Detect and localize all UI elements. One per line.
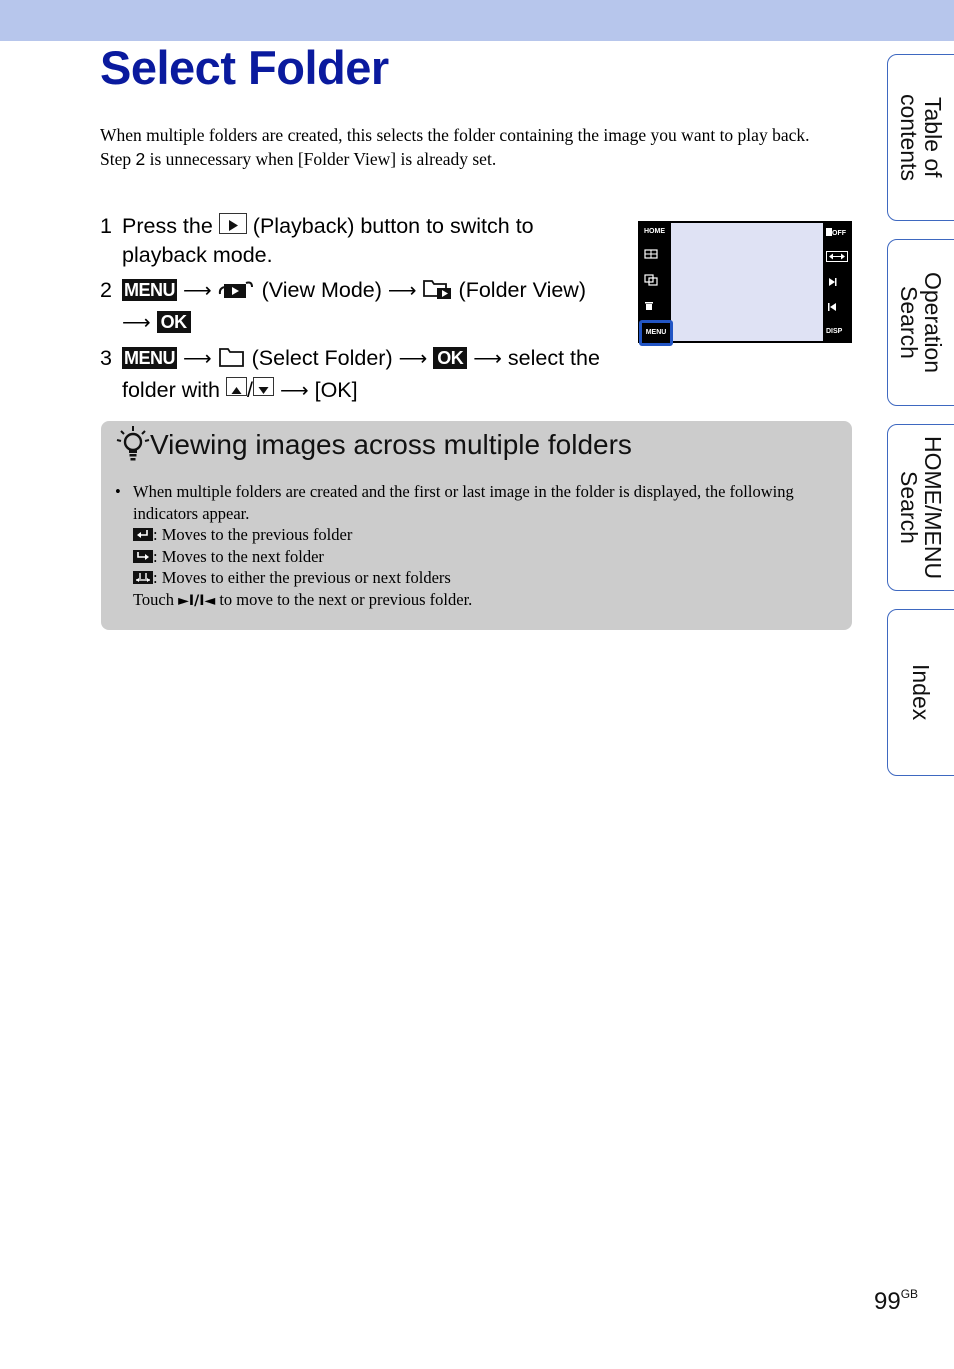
display-off-label <box>826 228 846 237</box>
folder-switch-icon <box>826 251 848 264</box>
arrow-icon: ⟶ <box>473 348 502 370</box>
tab-label: HOME/MENU Search <box>896 435 946 580</box>
steps-list <box>100 212 620 412</box>
tab-label: Index <box>908 664 934 721</box>
arrow-icon: ⟶ <box>122 312 151 334</box>
camera-screen-illustration <box>638 221 852 343</box>
page-number-suffix: GB <box>900 1287 919 1301</box>
step-1-pre: Press the <box>122 214 213 238</box>
step-3 <box>100 344 620 406</box>
either-folder-text: : Moves to either the previous or next folders <box>153 568 451 588</box>
either-folder-icon <box>133 571 153 584</box>
lightbulb-icon <box>115 425 151 470</box>
previous-icon <box>826 302 838 314</box>
tab-home-menu-search[interactable] <box>887 424 954 591</box>
next-folder-text: : Moves to the next folder <box>153 546 324 566</box>
folder-view-label: (Folder View) <box>458 278 586 302</box>
step-1-post: (Playback) button to switch to playback mode. <box>122 214 534 267</box>
down-arrow-icon <box>253 377 274 396</box>
intro-line-2 <box>100 148 852 172</box>
intro-line-2-pre: Step <box>100 148 136 169</box>
delete-icon <box>644 301 654 313</box>
grid-icon <box>644 249 658 261</box>
select-folder-icon <box>218 346 246 376</box>
home-label: HOME <box>644 228 665 235</box>
arrow-icon: ⟶ <box>279 380 309 402</box>
hint-title: Viewing images across multiple folders <box>150 429 632 460</box>
touch-pre: Touch <box>133 589 175 609</box>
hint-body <box>115 481 835 613</box>
step-number: 1 <box>100 214 112 238</box>
page-title: Select Folder <box>100 41 389 94</box>
view-mode-label: (View Mode) <box>261 278 382 302</box>
select-folder-label: (Select Folder) <box>251 346 393 370</box>
disp-label: DISP <box>826 328 843 335</box>
menu-key: MENU <box>124 280 175 300</box>
step-1 <box>100 212 620 270</box>
menu-highlight: MENU <box>639 320 673 346</box>
previous-folder-icon <box>133 528 153 541</box>
page-number-value: 99 <box>874 1288 901 1315</box>
step-number: 2 <box>100 278 112 302</box>
folder-with-text: folder with <box>122 378 220 402</box>
view-mode-icon <box>218 278 256 308</box>
up-arrow-icon <box>226 377 247 396</box>
prev-folder-item <box>133 524 835 546</box>
next-folder-item <box>133 546 835 568</box>
tab-label: Operation Search <box>896 271 946 373</box>
hint-box <box>101 421 852 630</box>
arrow-icon: ⟶ <box>387 280 417 302</box>
top-header-bar <box>0 0 954 41</box>
arrow-icon: ⟶ <box>182 348 212 370</box>
folder-view-icon <box>423 278 453 308</box>
tab-table-of-contents[interactable] <box>887 54 954 221</box>
ok-key: OK <box>433 347 467 369</box>
select-text: select the <box>507 346 600 370</box>
arrow-icon: ⟶ <box>398 348 428 370</box>
either-folder-item <box>133 567 835 589</box>
next-folder-icon <box>133 550 153 563</box>
playback-icon <box>219 213 247 234</box>
intro-text <box>100 124 852 171</box>
next-previous-icon: ►I/I◄ <box>178 592 216 609</box>
next-icon <box>826 277 838 289</box>
tab-operation-search[interactable] <box>887 239 954 406</box>
touch-post: to move to the next or previous folder. <box>219 589 473 609</box>
page-number <box>874 1287 918 1316</box>
step-2 <box>100 276 620 338</box>
intro-line-2-post: is unnecessary when [Folder View] is already set. <box>145 148 497 169</box>
arrow-icon: ⟶ <box>182 280 212 302</box>
tab-index[interactable] <box>887 609 954 776</box>
off-text: OFF <box>832 230 846 237</box>
menu-key: MENU <box>124 348 175 368</box>
step-number: 3 <box>100 346 112 370</box>
ok-key: OK <box>157 311 191 333</box>
rotate-icon <box>644 274 658 288</box>
intro-line-1: When multiple folders are created, this selects the folder containing the image you want to play back. <box>100 125 810 145</box>
prev-folder-text: : Moves to the previous folder <box>153 525 353 545</box>
ok-bracket-label: [OK] <box>314 378 358 402</box>
tab-label: Table of contents <box>896 94 946 181</box>
touch-item <box>133 589 835 613</box>
step-reference: 2 <box>135 148 146 169</box>
bullet: • <box>115 482 121 501</box>
slash: / <box>246 378 253 402</box>
hint-text: When multiple folders are created and the first or last image in the folder is displayed, the following indicators appear. <box>133 482 794 523</box>
screen-view-area <box>671 223 823 341</box>
